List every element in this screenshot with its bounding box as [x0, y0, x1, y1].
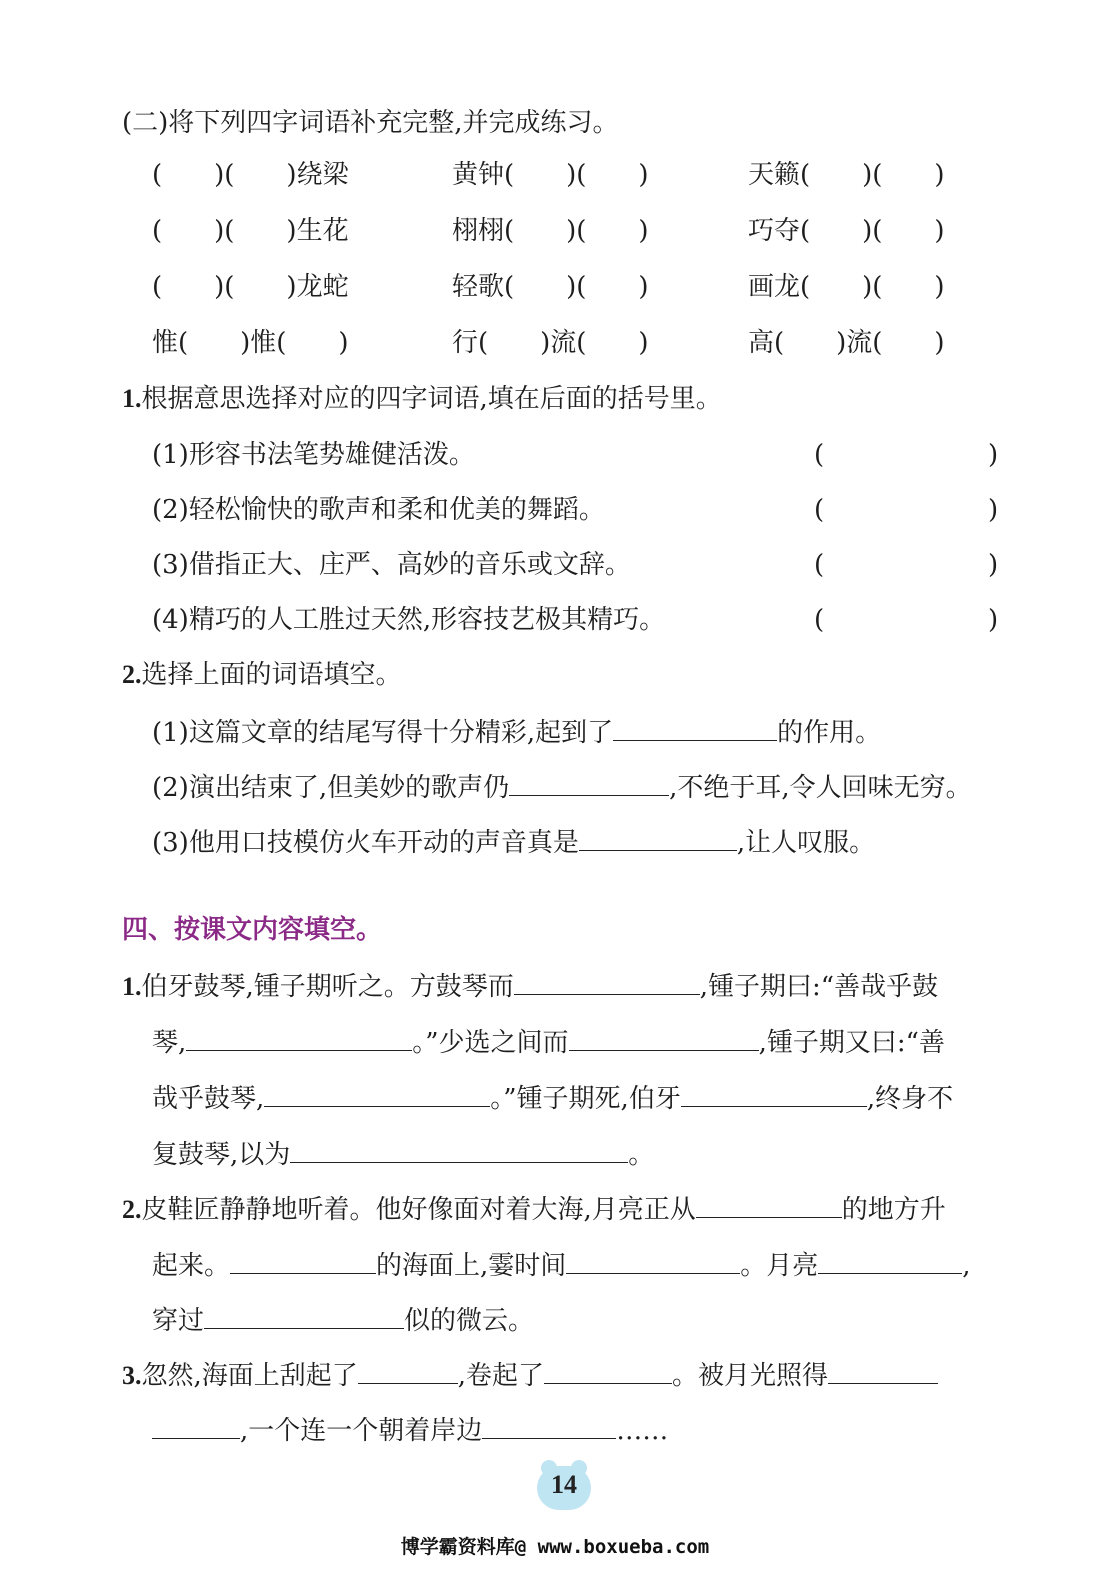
fill-sentence [152, 714, 881, 750]
answer-blank[interactable] [544, 1357, 672, 1384]
sentence-text: ,不绝于耳,令人回味无穷。 [669, 773, 972, 803]
sentence-text: 穿过 [152, 1306, 205, 1336]
answer-blank[interactable] [482, 1412, 616, 1439]
meaning-item: (3)借指正大、庄严、高妙的音乐或文辞。 [152, 550, 631, 580]
fill-paragraph-line [152, 1136, 654, 1172]
sentence-text: 。”少选之间而 [412, 1028, 569, 1058]
idiom-blank[interactable]: ( )( )绕梁 [152, 160, 349, 190]
question-number: 1. [122, 972, 142, 1001]
sentence-text: 。 [628, 1140, 655, 1170]
sentence-text: 似的微云。 [404, 1306, 535, 1336]
idiom-blank[interactable]: 轻歌( )( ) [452, 272, 649, 302]
idiom-blank[interactable]: 行( )流( ) [452, 328, 649, 358]
fill-sentence [152, 824, 875, 860]
idiom-blank[interactable]: 巧夺( )( ) [748, 216, 945, 246]
fill-paragraph-line [122, 968, 938, 1004]
meaning-item: (4)精巧的人工胜过天然,形容技艺极其精巧。 [152, 605, 666, 635]
answer-paren-open[interactable]: ( [814, 495, 825, 525]
question-number: 1. [122, 384, 142, 413]
idiom-blank[interactable]: ( )( )龙蛇 [152, 272, 349, 302]
question-text: 根据意思选择对应的四字词语,填在后面的括号里。 [141, 384, 722, 414]
fill-paragraph-line [152, 1024, 945, 1060]
answer-blank[interactable] [264, 1080, 490, 1107]
sentence-text: 忽然,海面上刮起了 [141, 1361, 358, 1391]
answer-paren-open[interactable]: ( [814, 605, 825, 635]
question-text: 选择上面的词语填空。 [141, 660, 402, 690]
answer-paren-open[interactable]: ( [814, 550, 825, 580]
sentence-text: ,锺子期曰:“善哉乎鼓 [699, 972, 939, 1002]
answer-blank[interactable] [204, 1302, 404, 1329]
sentence-text: ,让人叹服。 [736, 828, 876, 858]
sentence-text: 的地方升 [841, 1195, 946, 1225]
sentence-text: ,卷起了 [457, 1361, 545, 1391]
question-2 [122, 658, 402, 692]
sentence-text: 。月亮 [740, 1251, 819, 1281]
idiom-blank[interactable]: ( )( )生花 [152, 216, 349, 246]
answer-blank[interactable] [290, 1136, 628, 1163]
sentence-text: 皮鞋匠静静地听着。他好像面对着大海,月亮正从 [141, 1195, 696, 1225]
sentence-text: 起来。 [152, 1251, 231, 1281]
answer-blank[interactable] [186, 1024, 412, 1051]
fill-paragraph-line [122, 1191, 946, 1227]
footer-watermark: 博学霸资料库@ www.boxueba.com [400, 1536, 710, 1558]
question-number: 2. [122, 1195, 142, 1224]
answer-paren-close[interactable]: ) [988, 550, 999, 580]
sentence-text: 。被月光照得 [672, 1361, 829, 1391]
page-number: 14 [551, 1470, 577, 1499]
question-number: 2. [122, 660, 142, 689]
sentence-text: 的作用。 [777, 718, 882, 748]
answer-blank[interactable] [696, 1191, 842, 1218]
answer-blank[interactable] [358, 1357, 458, 1384]
question-1 [122, 382, 722, 416]
answer-blank[interactable] [566, 1247, 740, 1274]
answer-blank[interactable] [613, 714, 777, 741]
sentence-text: (1)这篇文章的结尾写得十分精彩,起到了 [152, 718, 614, 748]
sentence-text: ,终身不 [866, 1084, 954, 1114]
answer-blank[interactable] [230, 1247, 376, 1274]
answer-blank[interactable] [152, 1412, 240, 1439]
sentence-text: ,一个连一个朝着岸边 [240, 1416, 483, 1446]
sentence-text: 哉乎鼓琴, [152, 1084, 265, 1114]
fill-paragraph-line [122, 1357, 938, 1393]
section-title: (二)将下列四字词语补充完整,并完成练习。 [122, 108, 619, 138]
sentence-text: …… [616, 1416, 669, 1446]
sentence-text: 。”锺子期死,伯牙 [490, 1084, 681, 1114]
idiom-blank[interactable]: 高( )流( ) [748, 328, 945, 358]
sentence-text: ,锺子期又曰:“善 [758, 1028, 945, 1058]
fill-paragraph-line [152, 1412, 668, 1448]
answer-blank[interactable] [509, 769, 669, 796]
idiom-blank[interactable]: 栩栩( )( ) [452, 216, 649, 246]
sentence-text: (2)演出结束了,但美妙的歌声仍 [152, 773, 510, 803]
idiom-blank[interactable]: 惟( )惟( ) [152, 328, 349, 358]
meaning-item: (2)轻松愉快的歌声和柔和优美的舞蹈。 [152, 495, 605, 525]
answer-paren-close[interactable]: ) [988, 440, 999, 470]
sentence-text: 的海面上,霎时间 [376, 1251, 567, 1281]
fill-paragraph-line [152, 1247, 971, 1283]
answer-blank[interactable] [681, 1080, 867, 1107]
answer-blank[interactable] [818, 1247, 962, 1274]
answer-blank[interactable] [828, 1357, 938, 1384]
idiom-blank[interactable]: 天籁( )( ) [748, 160, 945, 190]
sentence-text: (3)他用口技模仿火车开动的声音真是 [152, 828, 579, 858]
answer-paren-close[interactable]: ) [988, 605, 999, 635]
fill-paragraph-line [152, 1080, 953, 1116]
answer-blank[interactable] [579, 824, 737, 851]
fill-paragraph-line [152, 1302, 534, 1338]
sentence-text: 琴, [152, 1028, 187, 1058]
sentence-text: 伯牙鼓琴,锺子期听之。方鼓琴而 [141, 972, 514, 1002]
sentence-text: , [962, 1251, 971, 1281]
fill-sentence [152, 769, 972, 805]
idiom-blank[interactable]: 画龙( )( ) [748, 272, 945, 302]
answer-blank[interactable] [569, 1024, 759, 1051]
question-number: 3. [122, 1361, 142, 1390]
meaning-item: (1)形容书法笔势雄健活泼。 [152, 440, 475, 470]
answer-paren-open[interactable]: ( [814, 440, 825, 470]
answer-blank[interactable] [514, 968, 700, 995]
answer-paren-close[interactable]: ) [988, 495, 999, 525]
idiom-blank[interactable]: 黄钟( )( ) [452, 160, 649, 190]
sentence-text: 复鼓琴,以为 [152, 1140, 291, 1170]
section-heading: 四、按课文内容填空。 [122, 915, 383, 945]
